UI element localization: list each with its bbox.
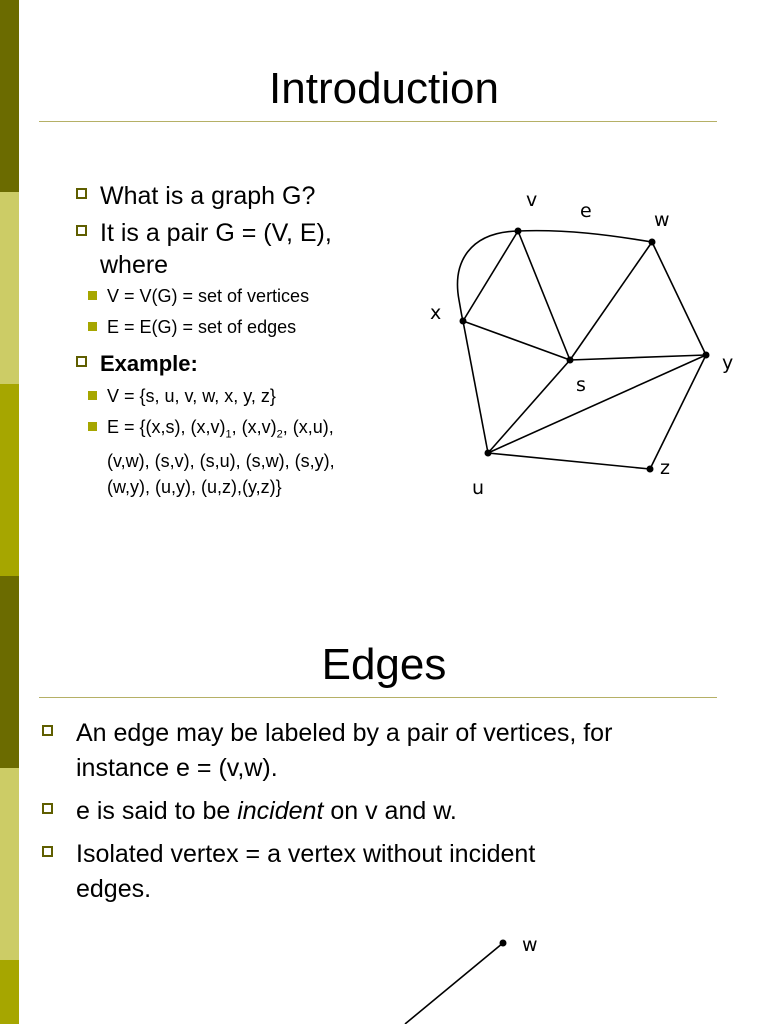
edge-set-text: , (x,u), [282,417,334,437]
vertex-w [500,940,507,947]
edge-w-y [652,242,706,355]
bullet-text: Isolated vertex = a vertex without incident [76,840,536,868]
edge-x-v-1 [463,231,518,321]
bullet-text: Example: [100,351,198,376]
edge-v-w-line [405,943,503,1024]
page-title: Introduction [269,64,499,113]
vertex-w [649,239,656,246]
edge-set-text: (v,w), (s,v), (s,u), (s,w), (s,y), [107,450,335,471]
bullet-text: E = E(G) = set of edges [107,317,297,337]
vertex-label-w: w [522,934,538,956]
vertex-label-w: w [654,209,670,231]
bullet-text: V = {s, u, v, w, x, y, z} [107,386,276,406]
bullet-text: edges. [76,875,152,903]
edge-s-y [570,355,706,360]
vertex-label-s: s [576,374,586,396]
edge-u-z [488,453,650,469]
vertex-label-x: x [430,302,442,324]
bullet-text: V = V(G) = set of vertices [107,286,310,306]
edge-label-e: e [580,200,592,222]
bullet-text: It is a pair G = (V, E), [100,219,332,247]
bullet-text: instance e = (v,w). [76,754,278,782]
vertex-label-u: u [472,477,485,499]
edge-set-text: , (x,v) [231,417,277,437]
incident-term: incident [237,797,324,825]
bullet-text: What is a graph G? [100,182,316,210]
edge-s-w [570,242,652,360]
vertex-s [567,357,574,364]
slide-edges [0,576,768,1024]
vertex-label-y: y [722,352,734,374]
bullet-text: e is said to be [76,797,238,825]
edge-y-z [650,355,706,469]
bullet-text: An edge may be labeled by a pair of vertices, for [76,719,613,747]
edge-diagram [0,576,768,1024]
bullet-text: where [100,251,169,279]
bullet-text: on v and w. [323,797,457,825]
vertex-y [703,352,710,359]
edge-u-y [488,355,706,453]
edge-x-s [463,321,570,360]
vertex-u [485,450,492,457]
vertex-label-v: v [526,189,538,211]
page-title: Edges [321,640,447,689]
edge-set-text: E = {(x,s), (x,v) [107,417,226,437]
vertex-v [515,228,522,235]
edge-v-s [518,231,570,360]
edge-x-u [463,321,488,453]
edge-set-text: (w,y), (u,y), (u,z),(y,z)} [107,476,282,497]
edge-v-w [518,231,652,242]
vertex-z [647,466,654,473]
edge-s-u [488,360,570,453]
edge-subscript: 1 [225,428,232,441]
vertex-label-z: z [660,457,670,479]
vertex-x [460,318,467,325]
edge-subscript: 2 [276,428,283,441]
